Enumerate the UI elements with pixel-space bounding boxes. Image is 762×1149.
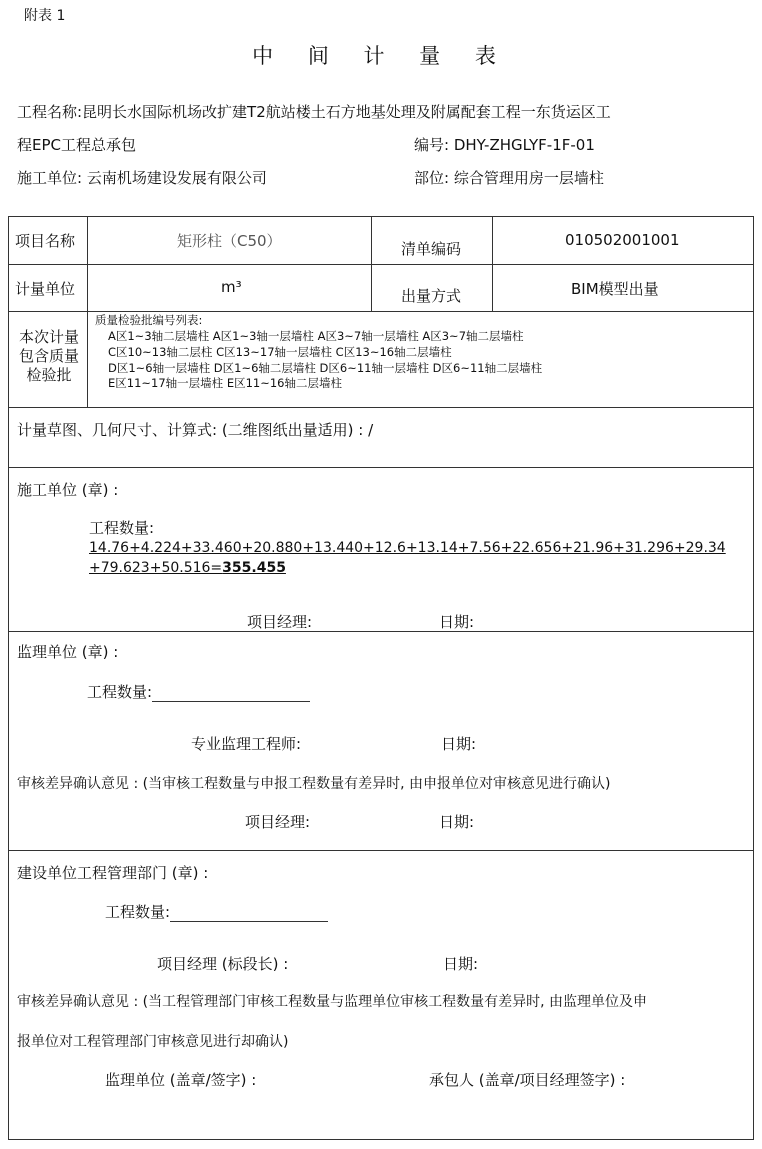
serial-number: 编号: DHY-ZHGLYF-1F-01 xyxy=(414,136,595,154)
supervision-review-label: 审核差异确认意见 : (当审核工程数量与申报工程数量有差异时, 由申报单位对审核意见进行确认) xyxy=(17,776,611,792)
list-code-label: 清单编码 xyxy=(401,240,462,258)
owner-review-line1: 审核差异确认意见 : (当工程管理部门审核工程数量与监理单位审核工程数量有差异时, 由监理单位及申 xyxy=(17,994,647,1010)
sketch-label: 计量草图、几何尺寸、计算式: (二维图纸出量适用) : / xyxy=(17,421,374,439)
row-divider xyxy=(9,850,753,851)
supervision-sign-label: 监理单位 (盖章/签字) : xyxy=(105,1071,257,1089)
list-code-value: 010502001001 xyxy=(565,231,680,249)
supervision-unit-label: 监理单位 (章) : xyxy=(17,643,119,661)
contractor-sign-label: 承包人 (盖章/项目经理签字) : xyxy=(429,1071,626,1089)
work-location: 部位: 综合管理用房一层墙柱 xyxy=(414,169,604,187)
method-value: BIM模型出量 xyxy=(571,280,659,298)
construction-qty-label: 工程数量: xyxy=(89,519,155,537)
contractor-unit: 施工单位: 云南机场建设发展有限公司 xyxy=(17,169,267,187)
quantity-formula-line1: 14.76+4.224+33.460+20.880+13.440+12.6+13.14+7.56+22.656+21.96+31.296+29.34 xyxy=(89,540,726,556)
owner-dept-label: 建设单位工程管理部门 (章) : xyxy=(17,864,209,882)
supervision-engineer-label: 专业监理工程师: xyxy=(191,735,302,753)
row-divider xyxy=(9,407,753,408)
row-divider xyxy=(9,631,753,632)
owner-qty-blank xyxy=(170,907,328,922)
supervision-pm-label: 项目经理: xyxy=(245,813,311,831)
supervision-date-label-2: 日期: xyxy=(439,813,475,831)
item-name-label: 项目名称 xyxy=(15,232,76,250)
measurement-table xyxy=(8,216,754,1140)
batch-label: 本次计量包含质量检验批 xyxy=(18,328,79,384)
col-divider xyxy=(371,217,372,311)
batch-row-4: E区11~17轴一层墙柱 E区11~16轴二层墙柱 xyxy=(108,376,342,390)
col-divider xyxy=(492,217,493,311)
owner-pm-label: 项目经理 (标段长) : xyxy=(157,955,289,973)
appendix-label: 附表 1 xyxy=(24,8,66,24)
construction-pm-label: 项目经理: xyxy=(247,613,313,631)
supervision-qty-blank xyxy=(152,687,310,702)
document-title: 中 间 计 量 表 xyxy=(252,44,510,68)
batch-row-2: C区10~13轴二层柱 C区13~17轴一层墙柱 C区13~16轴二层墙柱 xyxy=(108,345,452,359)
owner-date-label: 日期: xyxy=(443,955,479,973)
item-name-value: 矩形柱（C50） xyxy=(177,232,282,250)
batch-row-3: D区1~6轴一层墙柱 D区1~6轴二层墙柱 D区6~11轴一层墙柱 D区6~11轴二层墙柱 xyxy=(108,361,543,375)
owner-review-line2: 报单位对工程管理部门审核意见进行却确认) xyxy=(17,1034,289,1050)
batch-row-1: A区1~3轴二层墙柱 A区1~3轴一层墙柱 A区3~7轴一层墙柱 A区3~7轴二层墙柱 xyxy=(108,329,524,343)
supervision-date-label: 日期: xyxy=(441,735,477,753)
col-divider xyxy=(87,217,88,407)
unit-label: 计量单位 xyxy=(15,280,76,298)
batch-list-title: 质量检验批编号列表: xyxy=(95,313,203,327)
project-name-line2: 程EPC工程总承包 xyxy=(17,136,136,154)
quantity-total: 355.455 xyxy=(222,560,286,576)
quantity-formula-line2: +79.623+50.516= xyxy=(89,560,223,576)
row-divider xyxy=(9,467,753,468)
unit-value: m³ xyxy=(221,278,242,296)
supervision-qty-label: 工程数量: xyxy=(87,683,153,701)
row-divider xyxy=(9,311,753,312)
construction-date-label: 日期: xyxy=(439,613,475,631)
owner-qty-label: 工程数量: xyxy=(105,903,171,921)
project-name-line1: 工程名称:昆明长水国际机场改扩建T2航站楼土石方地基处理及附属配套工程一东货运区工 xyxy=(17,103,611,121)
row-divider xyxy=(9,264,753,265)
construction-unit-label: 施工单位 (章) : xyxy=(17,481,119,499)
method-label: 出量方式 xyxy=(401,287,462,305)
